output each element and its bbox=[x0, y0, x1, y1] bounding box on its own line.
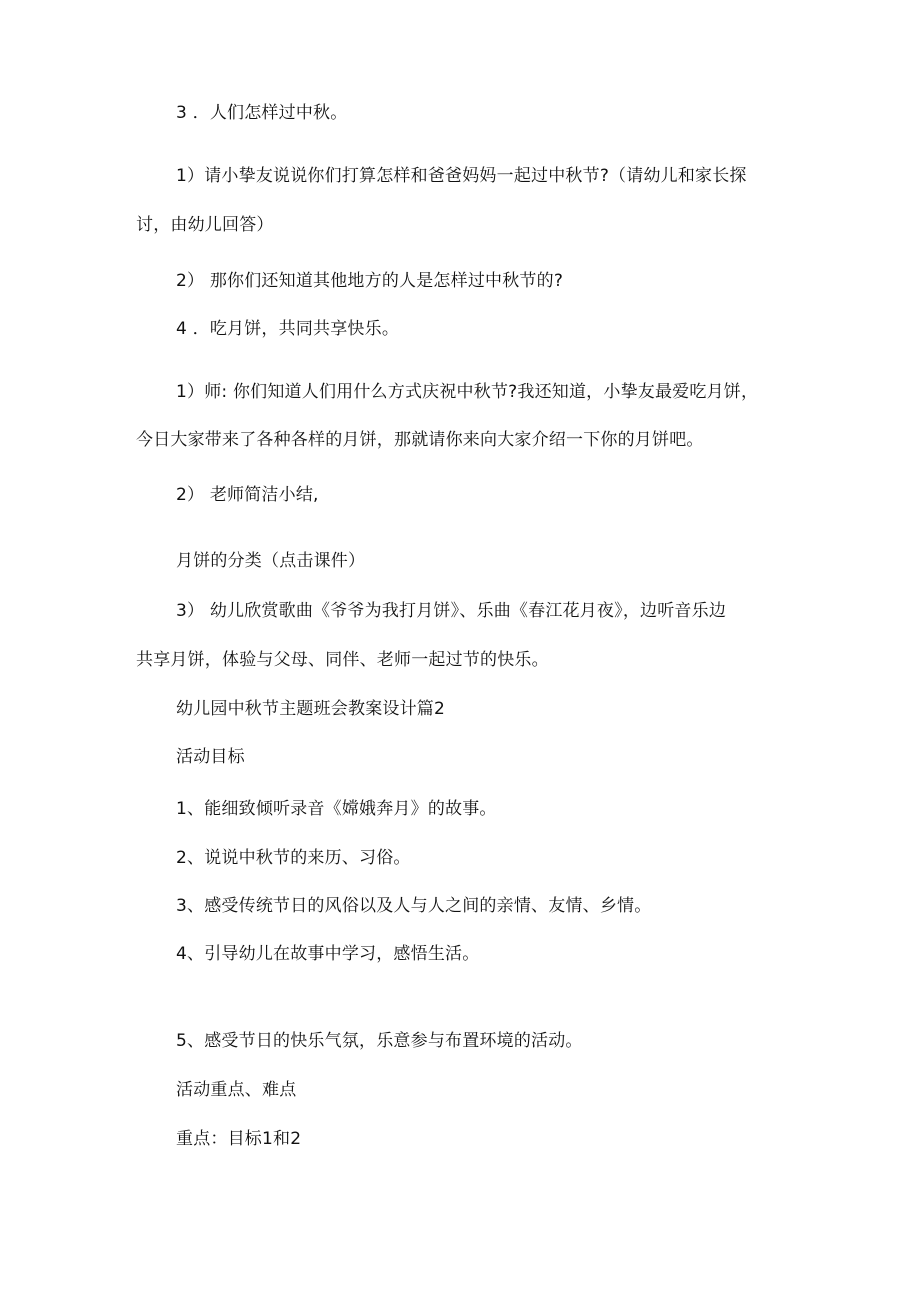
paragraph-line: 2） 老师简洁小结, bbox=[176, 485, 319, 505]
paragraph-line: 共享月饼，体验与父母、同伴、老师一起过节的快乐。 bbox=[136, 650, 549, 670]
paragraph-line: 今日大家带来了各种各样的月饼，那就请你来向大家介绍一下你的月饼吧。 bbox=[136, 430, 704, 450]
section-heading-4: 4 ．吃月饼，共同共享快乐。 bbox=[176, 319, 400, 339]
list-item: 4、引导幼儿在故事中学习，感悟生活。 bbox=[176, 944, 480, 964]
paragraph-line: 重点：目标1和2 bbox=[176, 1129, 302, 1149]
paragraph-line: 3） 幼儿欣赏歌曲《爷爷为我打月饼》、乐曲《春江花月夜》，边听音乐边 bbox=[176, 601, 727, 621]
paragraph-line: 1）请小挚友说说你们打算怎样和爸爸妈妈一起过中秋节?（请幼儿和家长探 bbox=[176, 166, 747, 186]
list-item: 5、感受节日的快乐气氛，乐意参与布置环境的活动。 bbox=[176, 1031, 583, 1051]
paragraph-line: 讨，由幼儿回答） bbox=[136, 215, 274, 235]
section-heading-key-points: 活动重点、难点 bbox=[176, 1080, 297, 1100]
list-item: 2、说说中秋节的来历、习俗。 bbox=[176, 848, 411, 868]
list-item: 1、能细致倾听录音《嫦娥奔月》的故事。 bbox=[176, 799, 497, 819]
paragraph-line: 1）师: 你们知道人们用什么方式庆祝中秋节?我还知道，小挚友最爱吃月饼， bbox=[176, 382, 759, 402]
document-title: 幼儿园中秋节主题班会教案设计篇2 bbox=[176, 699, 446, 719]
section-heading-3: 3 ．人们怎样过中秋。 bbox=[176, 103, 348, 123]
paragraph-line: 月饼的分类（点击课件） bbox=[176, 551, 366, 571]
paragraph-line: 2） 那你们还知道其他地方的人是怎样过中秋节的? bbox=[176, 271, 564, 291]
list-item: 3、感受传统节日的风俗以及人与人之间的亲情、友情、乡情。 bbox=[176, 896, 652, 916]
section-heading-objectives: 活动目标 bbox=[176, 747, 245, 767]
